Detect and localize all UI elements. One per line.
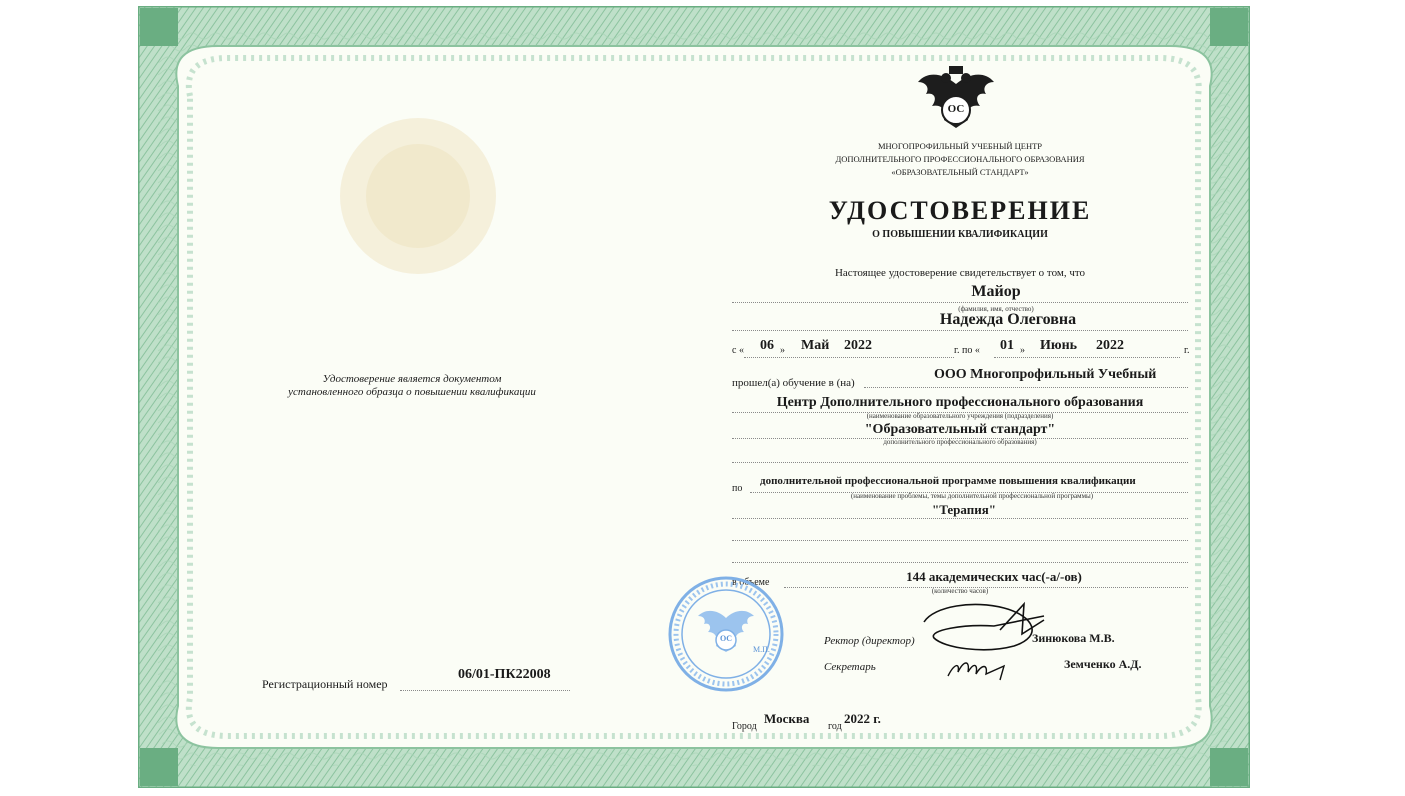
from-year: 2022 [844, 338, 872, 353]
org-name-line-1: МНОГОПРОФИЛЬНЫЙ УЧЕБНЫЙ ЦЕНТР [877, 141, 1043, 151]
secretary-name: Земченко А.Д. [1064, 657, 1142, 671]
emblem-letters: ОС [947, 103, 965, 115]
to-prefix: г. по « [954, 345, 980, 356]
secretary-label: Секретарь [824, 661, 876, 673]
holder-given-names: Надежда Олеговна [939, 311, 1077, 328]
from-prefix: с « [732, 345, 744, 356]
to-year: 2022 [1096, 338, 1124, 353]
to-month: Июнь [1040, 338, 1078, 353]
city-label: Город [732, 721, 757, 732]
from-month: Май [801, 338, 830, 353]
program-caption: (наименование проблемы, темы дополнительной профессиональной программы) [850, 492, 1094, 500]
institution-line-2: Центр Дополнительного профессионального образования [776, 395, 1144, 410]
blank-rule-2 [732, 540, 1188, 541]
intro-text: Настоящее удостоверение свидетельствует о том, что [834, 267, 1086, 279]
from-day: 06 [760, 338, 774, 353]
volume-caption: (количество часов) [931, 587, 989, 595]
seal-mp-label: М.П. [753, 645, 770, 654]
program-title: "Терапия" [932, 502, 996, 517]
certificate-spread [138, 6, 1250, 788]
studied-label: прошел(а) обучение в (на) [732, 377, 855, 389]
document-subtitle: О ПОВЫШЕНИИ КВАЛИФИКАЦИИ [872, 229, 1048, 240]
to-day: 01 [1000, 338, 1014, 353]
year-suffix: г. [1184, 345, 1190, 356]
year-value: 2022 г. [844, 711, 881, 726]
program-prefix: по [732, 483, 743, 494]
document-title: УДОСТОВЕРЕНИЕ [828, 196, 1092, 225]
institution-line-3: "Образовательный стандарт" [864, 422, 1056, 437]
secretary-signature [944, 646, 1034, 686]
institution-line-1-rule [864, 387, 1188, 388]
city-value: Москва [764, 711, 810, 726]
rector-label: Ректор (директор) [824, 635, 915, 647]
institution-line-1: ООО Многопрофильный Учебный [934, 367, 1157, 382]
registration-label: Регистрационный номер [262, 677, 388, 691]
validity-note-line-2: установленного образца о повышении квалификации [288, 386, 536, 398]
org-name-line-3: «ОБРАЗОВАТЕЛЬНЫЙ СТАНДАРТ» [891, 167, 1029, 177]
validity-note-line-1: Удостоверение является документом [322, 373, 502, 385]
to-separator: » [1020, 345, 1025, 356]
seal-emblem-letters: ОС [719, 634, 733, 643]
program-line-1: дополнительной профессиональной программе повышения квалификации [760, 475, 1136, 487]
org-name-line-2: ДОПОЛНИТЕЛЬНОГО ПРОФЕССИОНАЛЬНОГО ОБРАЗОВАНИЯ [835, 154, 1085, 164]
to-date-line [994, 357, 1180, 358]
blank-rule-1 [732, 462, 1188, 463]
volume-value: 144 академических час(-а/-ов) [906, 569, 1082, 584]
institution-caption: (наименование образовательного учреждения (подразделения) [866, 412, 1054, 420]
from-date-line [744, 357, 954, 358]
registration-line [400, 690, 570, 691]
institution-caption-2: дополнительного профессионального образования) [883, 438, 1037, 446]
holder-surname: Майор [971, 283, 1021, 300]
year-label: год [828, 721, 842, 732]
eagle-emblem-icon [916, 64, 996, 136]
name-caption: (фамилия, имя, отчество) [958, 305, 1034, 313]
blank-rule-3 [732, 562, 1188, 563]
given-names-line [732, 330, 1188, 331]
from-separator: » [780, 345, 785, 356]
registration-number: 06/01-ПК22008 [458, 667, 551, 682]
rector-name: Зинюкова М.В. [1032, 631, 1115, 645]
surname-line [732, 302, 1188, 303]
program-line-2-rule [732, 518, 1188, 519]
volume-label: в объеме [732, 577, 770, 588]
